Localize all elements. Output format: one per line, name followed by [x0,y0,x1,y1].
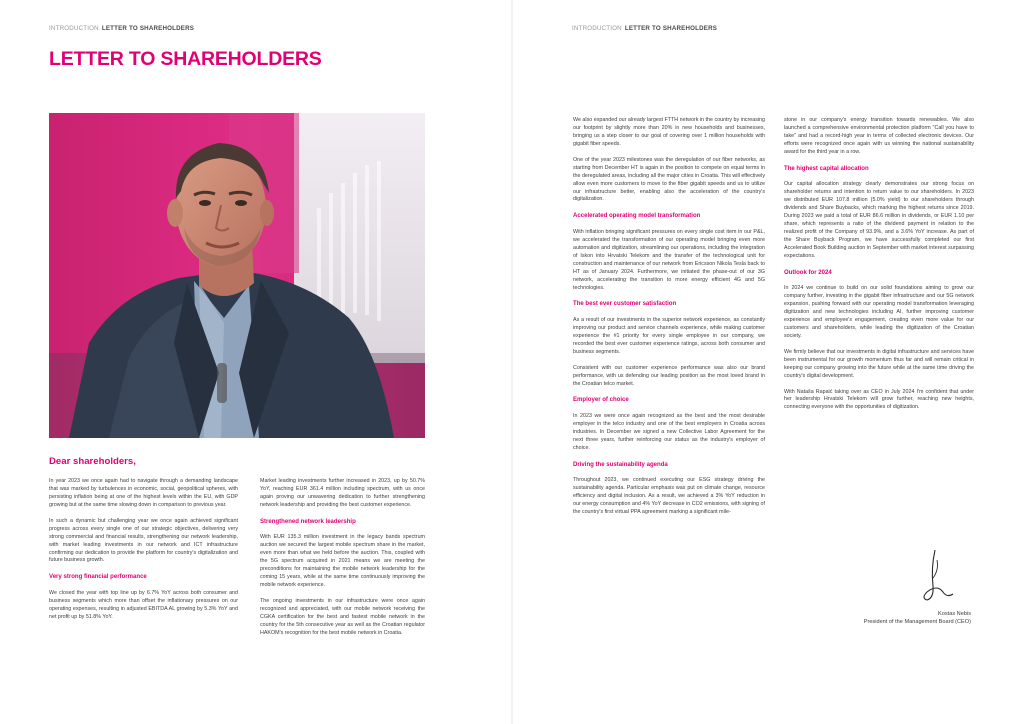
section-heading: Driving the sustainability agenda [573,461,668,468]
paragraph: In year 2023 we once again had to navigate through a demanding landscape that was marked by turbulences in economic, social, geopolitical spheres, with persisting inflation being at one of the highest levels within the EU, with GDP growing but at the same time slowing down in comparison to previous year. [49,478,238,508]
signatory-name: Kostas Nebis [938,611,971,617]
paragraph: In 2024 we continue to build on our solid foundations aiming to grow our company further, investing in the gigabit fiber infrastructure and our 5G network expansion, pushing forward with our operating model transformation leveraging digitization and new technologies including AI, further improving customer experience and employee's engagement, creating even more value for our customers and shareholders, while leading the digitization of the Croatian society. [784,285,974,339]
paragraph: As a result of our investments in the superior network experience, as constantly improving our product and service channels experience, while making customer experience the #1 priority for every single employee in our company, we recorded the best ever customer experience ratings, across both consumer and business segments. [573,317,765,355]
text-column-4 [784,117,974,420]
signatory [864,610,971,626]
paragraph: Market leading investments further increased in 2023, up by 50.7% YoY, reaching EUR 361.4 million including spectrum, with us once again proving our unwavering dedication to further strengthening network leadership and providing the best customer experience. [260,478,425,508]
section-heading: Very strong financial performance [49,574,147,581]
paragraph: Consistent with our customer experience performance was also our brand performance, with us defending our leading position as the most loved brand in the Croatian telco market. [573,364,765,387]
text-column-1 [49,478,238,630]
signatory-role: President of the Management Board (CEO) [863,619,971,625]
breadcrumb-page: LETTER TO SHAREHOLDERS [624,25,718,32]
breadcrumb [572,25,717,32]
breadcrumb-page: LETTER TO SHAREHOLDERS [101,25,195,32]
section-heading: Outlook for 2024 [784,269,832,276]
ceo-portrait [49,113,425,438]
paragraph: The ongoing investments in our infrastructure were once again recognized and appreciated, with our mobile network receiving the CGKA certification for the best and fastest mobile network in the country for the 5th consecutive year as well as the Croatian regulator HAKOM's recognition for the best mobile network in Croatia. [260,597,425,636]
paragraph: With Nataša Rapaić taking over as CEO in July 2024 I'm confident that under her leadership Hrvatski Telekom will grow further, reaching new heights, connecting everyone with the opportunities of digitization. [784,388,974,411]
greeting: Dear shareholders, [49,456,136,467]
paragraph: One of the year 2023 milestones was the deregulation of our fiber networks, as starting from December HT is again in the position to compete on equal terms in the deregulated areas, including all the major cities in Croatia. This will effectively allow even more customers to move to the fiber gigabit speeds and us to utilize our infrastructure better, enabling also the acceleration of the country's digitalization. [573,156,765,203]
paragraph: Our capital allocation strategy clearly demonstrates our strong focus on shareholder returns and intention to return value to our shareholders. In 2023 we distributed EUR 107.8 million (5.0% yield) to our shareholders through dividends and Share Buybacks, which marking the highest returns since 2019. During 2023 we paid a total of EUR 86.6 million in dividends, or EUR 1.10 per share, which represents a ratio of the dividend payment in relation to the realized profit of the Company of 93.9%, and a 3.6% YoY increase. As part of the Share Buyback Program, we have successfully completed our first Accelerated Book Building auction in September with market interest surpassing expectations. [784,181,974,259]
paragraph: In 2023 we were once again recognized as the best and the most desirable employer in the telco industry and one of the best employers in Croatia across industries. In December we signed a new Collective Labor Agreement for the next three years, further reinforcing our status as the industry's employer of choice. [573,413,765,451]
paragraph: Throughout 2023, we continued executing our ESG strategy driving the sustainability agenda. Particular emphasis was put on climate change, resource efficiency and digital inclusion. As a result, we achieved a 3% YoY reduction in our energy consumption and 4% YoY decrease in CO2 emissions, with signing of the country's first virtual PPA agreement marking a significant mile- [573,477,765,516]
section-heading: The highest capital allocation [784,165,869,172]
breadcrumb-section: INTRODUCTION [572,25,622,32]
paragraph: With EUR 135.3 million investment in the legacy bands spectrum auction we secured the largest mobile spectrum share in the market, even more than what we held before the auction. This, coupled with the 5G spectrum acquired in 2021 means we are meeting the preconditions for maintaining the mobile network leadership for the coming 15 years, while at the same time continuously improving the mobile network experience. [260,534,425,589]
handwritten-signature [913,548,958,603]
text-column-2 [260,478,425,646]
breadcrumb-section: INTRODUCTION [49,25,99,32]
section-heading: The best ever customer satisfaction [573,301,677,308]
breadcrumb [49,25,194,32]
section-heading: Accelerated operating model transformation [573,213,701,220]
paragraph: stone in our company's energy transition towards renewables. We also launched a comprehensive environmental protection platform "Call you have to take" and had a record-high year in terms of collected electronic devices. Our efforts were recognized once again with us winning the national sustainability award for the third year in a row. [784,117,974,155]
portrait-illustration [49,113,425,438]
paragraph: We closed the year with top line up by 6.7% YoY across both consumer and business segments which more than offset the inflationary pressures on our operating expenses, resulting in adjusted EBITDA AL growing by 5.3% YoY and net profit up by 51.8% YoY. [49,589,238,620]
section-heading: Strengthened network leadership [260,518,356,525]
paragraph: We also expanded our already largest FTTH network in the country by increasing our footprint by slightly more than 20% in new households and businesses, bringing us a step closer to our goal of covering over 1 million households with gigabit fiber speeds. [573,117,765,147]
paragraph: We firmly believe that our investments in digital infrastructure and services have been instrumental for our growth momentum thus far and will remain critical in keeping our company growing into the future while at the same time driving the country's digital development. [784,348,974,379]
paragraph: With inflation bringing significant pressures on every single cost item in our P&L, we accelerated the transformation of our operating model bringing even more automation and digitization, streamlining our operations, including the integration of Iskon into Hrvatski Telekom and the transfer of the technological unit for construction and maintenance of our network from Ericsson Nikola Tesla back to HT as of January 2024. Furthermore, we initiated the phase-out of our 3G network, accelerating the transition to more energy efficient 4G and 5G technologies. [573,228,765,291]
page-title: LETTER TO SHAREHOLDERS [49,48,322,70]
left-page [0,0,511,724]
signature-block [763,548,971,658]
text-column-3 [573,117,765,525]
section-heading: Employer of choice [573,397,629,404]
paragraph: In such a dynamic but challenging year we once again achieved significant progress across every single one of our strategic objectives, delivering very strong commercial and financial results, strengthening our network leadership, with market leading investments in our network and ICT infrastructure confirming our dedication to provide the platform for country's digitalization and future business growth. [49,517,238,564]
